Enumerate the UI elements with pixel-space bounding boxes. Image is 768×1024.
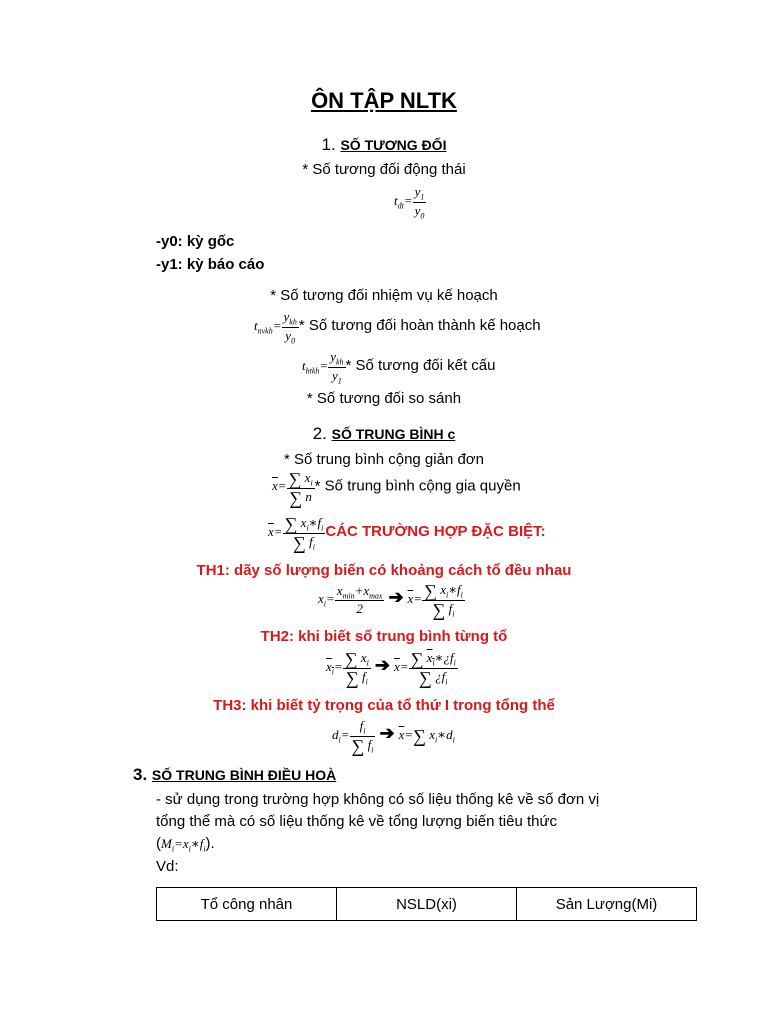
table-header-row xyxy=(157,888,697,921)
page-title: ÔN TẬP NLTK xyxy=(311,88,457,113)
section-2-number: 2. xyxy=(312,424,327,443)
section-3-para-line1: - sử dụng trong trường hợp không có số liệu thống kê về số đơn vị xyxy=(156,791,600,808)
formula-plan-task: $t_{nvkh}=$ $\frac{y_{kh}}{y_0}$ xyxy=(254,309,297,346)
item-comparison: * Số tương đối so sánh xyxy=(306,390,462,407)
formula-case-1: $x_i=$ $\frac{x_{min}+x_{max}}{2}$ ➔ $\overline{x}=$ $\frac{\sum x_i∗f_i}{\sum f_i}$ xyxy=(318,581,463,620)
table-header-cell: NSLD(xi) xyxy=(337,888,517,921)
section-1-heading xyxy=(0,135,768,155)
example-table xyxy=(156,887,697,921)
section-3-number: 3. xyxy=(133,765,148,784)
formula-harmonic-total: $M_i=x_i∗f_i$ xyxy=(161,836,206,854)
case-3-heading: TH3: khi biết tỷ trọng của tổ thứ I trong tổng thể xyxy=(213,697,555,714)
item-plan-completion: * Số tương đối hoàn thành kế hoạch xyxy=(298,317,541,335)
section-2-title: SỐ TRUNG BÌNH c xyxy=(331,426,456,442)
formula-plan-completion: $t_{htkh}=$ $\frac{y_{kh}}{y_1}$ xyxy=(302,349,344,386)
section-3-title: SỐ TRUNG BÌNH ĐIỀU HOÀ xyxy=(151,767,337,783)
item-simple-mean: * Số trung bình cộng giản đơn xyxy=(284,451,484,468)
section-3-para-line3: $(M_i=x_i∗f_i)$. xyxy=(156,835,215,854)
item-weighted-mean: * Số trung bình cộng gia quyền xyxy=(314,477,521,495)
item-plan-task: * Số tương đối nhiệm vụ kế hoạch xyxy=(270,287,498,304)
section-1-title: SỐ TƯƠNG ĐỐI xyxy=(340,137,447,153)
row-structure xyxy=(302,349,496,385)
note-y0: -y0: kỳ gốc xyxy=(156,233,235,250)
case-2-heading: TH2: khi biết số trung bình từng tổ xyxy=(260,628,508,645)
row-weighted-mean xyxy=(272,469,521,508)
formula-case-3: $d_i=$ $\frac{f_i}{\sum f_i}$ ➔ $\overline{x}=\sum$ $x_i∗d_i$ xyxy=(332,718,455,756)
table-header-cell: Tổ công nhân xyxy=(157,888,337,921)
section-2-heading xyxy=(0,424,768,444)
section-3-para-line2: tổng thể mà có số liệu thống kê về tổng lượng biến tiêu thức xyxy=(156,813,558,830)
section-3-heading xyxy=(133,765,336,785)
formula-simple-mean: $\overline{x}=$ $\frac{\sum x_i}{\sum n}$ xyxy=(272,469,313,508)
arrow-icon: ➔ xyxy=(374,655,390,676)
example-label: Vd: xyxy=(156,858,179,875)
case-1-heading: TH1: dãy số lượng biến có khoảng cách tổ đều nhau xyxy=(196,562,572,579)
item-dynamic-relative: * Số tương đối động thái xyxy=(302,161,466,178)
formula-dynamic: $t_{đt}=$ $\frac{y_1}{y_0}$ xyxy=(394,184,425,221)
row-special-cases xyxy=(268,515,546,551)
special-cases-heading: CÁC TRƯỜNG HỢP ĐẶC BIỆT: xyxy=(325,523,546,541)
row-plan-completion xyxy=(254,309,541,345)
section-1-number: 1. xyxy=(321,135,336,154)
formula-case-2: $x_i=$ $\frac{\sum x_i}{\sum f_i}$ ➔ $\overline{x}=$ $\frac{\sum x_i∗¿f_i}{\sum ¿f_i}$ xyxy=(326,649,456,688)
item-structure: * Số tương đối kết cấu xyxy=(345,357,496,375)
note-y1: -y1: kỳ báo cáo xyxy=(156,256,265,273)
formula-weighted-mean: $\overline{x}=$ $\frac{\sum x_i∗f_i}{\sum f_i}$ xyxy=(268,514,324,553)
table-header-cell: Sản Lượng(Mi) xyxy=(517,888,697,921)
arrow-icon: ➔ xyxy=(379,723,395,744)
arrow-icon: ➔ xyxy=(388,587,404,608)
